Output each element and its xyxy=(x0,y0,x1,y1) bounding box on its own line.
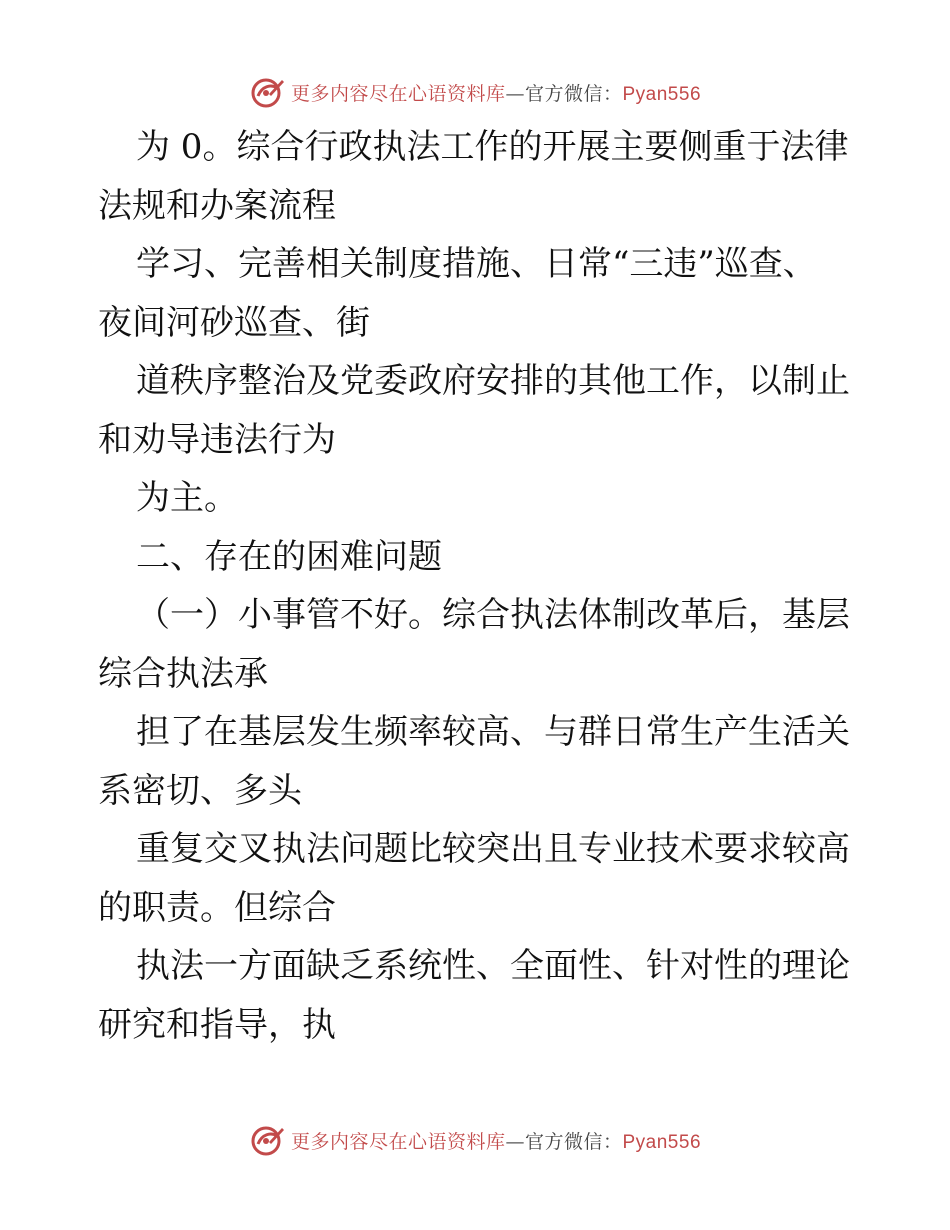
text-line: 综合执法承 xyxy=(98,653,268,694)
text-line: 担了在基层发生频率较高、与群日常生产生活关 xyxy=(136,712,850,752)
footer-watermark xyxy=(0,1120,950,1160)
watermark-text xyxy=(291,79,701,106)
swirl-pen-logo-icon xyxy=(249,74,287,110)
text-line: 法规和办案流程 xyxy=(98,185,336,226)
text-line: （一）小事管不好。综合执法体制改革后，基层 xyxy=(136,595,850,635)
text-line: 二、存在的困难问题 xyxy=(136,536,442,577)
body-text xyxy=(98,118,858,1054)
text-line: 重复交叉执法问题比较突出且专业技术要求较高 xyxy=(136,829,850,869)
text-line: 道秩序整治及党委政府安排的其他工作，以制止 xyxy=(136,361,850,401)
watermark-wechat-id: Pyan556 xyxy=(622,1131,702,1153)
text-line: 执法一方面缺乏系统性、全面性、针对性的理论 xyxy=(136,946,850,986)
watermark-wechat-id: Pyan556 xyxy=(622,83,702,105)
text-line: 学习、完善相关制度措施、日常“三违”巡查、 xyxy=(136,244,817,284)
watermark-brand: 更多内容尽在心语资料库 xyxy=(290,82,506,105)
swirl-pen-logo-icon xyxy=(249,1122,287,1158)
watermark-separator: — xyxy=(505,82,525,105)
watermark-text xyxy=(291,1127,701,1154)
text-line: 为 0。综合行政执法工作的开展主要侧重于法律 xyxy=(136,127,849,167)
header-watermark xyxy=(0,72,950,112)
text-line: 系密切、多头 xyxy=(98,770,302,811)
watermark-brand: 更多内容尽在心语资料库 xyxy=(290,1130,506,1153)
text-line: 夜间河砂巡查、街 xyxy=(98,302,370,343)
text-line: 的职责。但综合 xyxy=(98,887,336,928)
watermark-wechat-label: 官方微信： xyxy=(524,1130,623,1153)
text-line: 研究和指导，执 xyxy=(98,1004,336,1045)
text-line: 和劝导违法行为 xyxy=(98,419,336,460)
watermark-wechat-label: 官方微信： xyxy=(524,82,623,105)
text-line: 为主。 xyxy=(136,478,238,518)
watermark-separator: — xyxy=(505,1130,525,1153)
